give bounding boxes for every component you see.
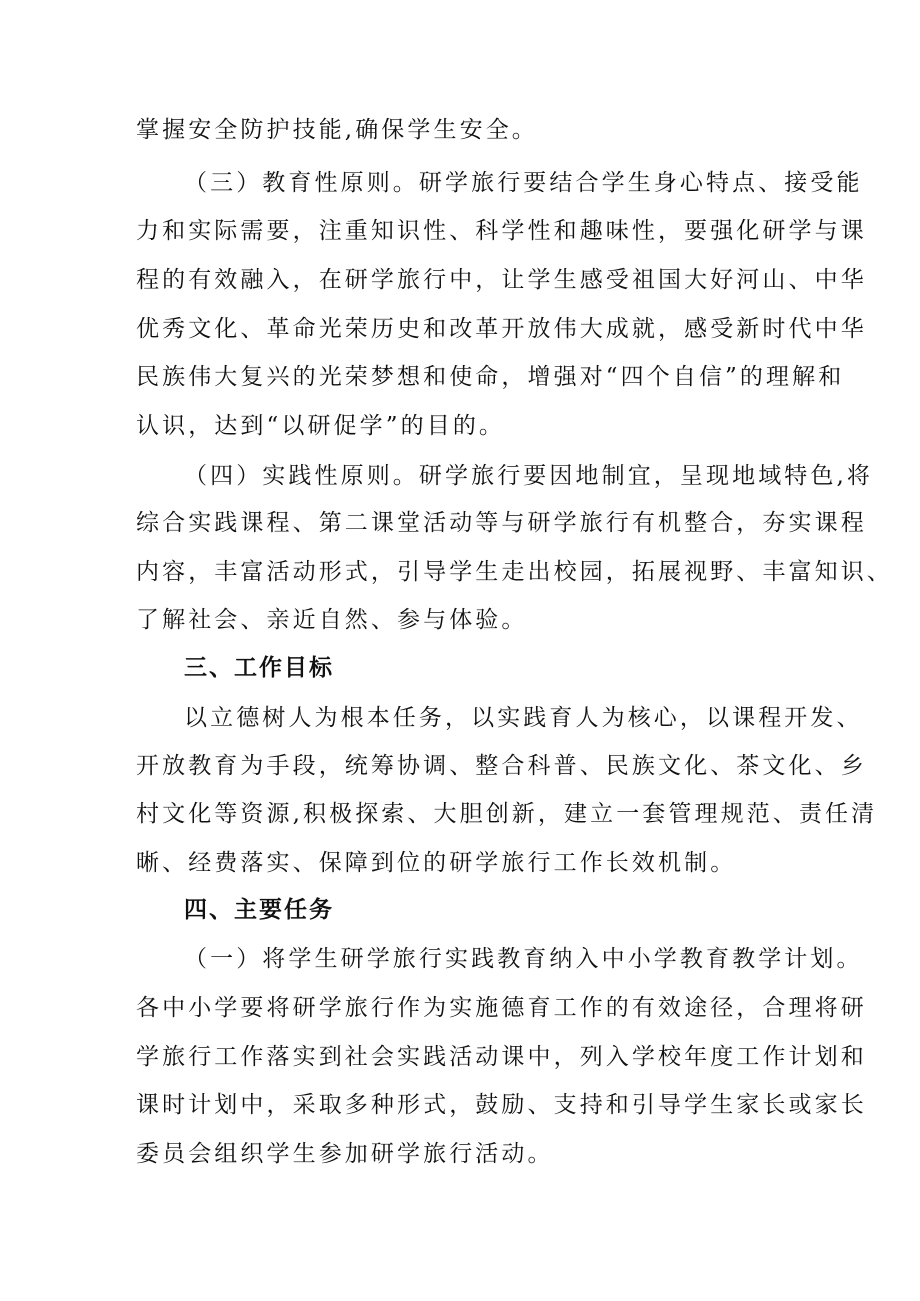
paragraph-line: 开放教育为手段，统筹协调、整合科普、民族文化、茶文化、乡 bbox=[136, 753, 867, 779]
paragraph-line: （一）将学生研学旅行实践教育纳入中小学教育教学计划。 bbox=[184, 946, 863, 972]
paragraph-line: （三）教育性原则。研学旅行要结合学生身心特点、接受能 bbox=[184, 170, 863, 196]
paragraph-line: 力和实际需要，注重知识性、科学性和趣味性，要强化研学与课 bbox=[136, 218, 867, 244]
paragraph-line: （四）实践性原则。研学旅行要因地制宜，呈现地域特色,将 bbox=[184, 463, 874, 489]
paragraph-line: 程的有效融入，在研学旅行中，让学生感受祖国大好河山、中华 bbox=[136, 267, 867, 293]
paragraph-line: 了解社会、亲近自然、参与体验。 bbox=[136, 607, 528, 633]
paragraph-line: 课时计划中，采取多种形式，鼓励、支持和引导学生家长或家长 bbox=[136, 1092, 867, 1118]
paragraph-line: 优秀文化、革命光荣历史和改革开放伟大成就，感受新时代中华 bbox=[136, 316, 867, 342]
paragraph-line: 学旅行工作落实到社会实践活动课中，列入学校年度工作计划和 bbox=[136, 1044, 867, 1070]
section-heading: 三、工作目标 bbox=[184, 655, 334, 681]
paragraph-line: 村文化等资源,积极探索、大胆创新，建立一套管理规范、责任清 bbox=[136, 801, 878, 827]
paragraph-line: 各中小学要将研学旅行作为实施德育工作的有效途径，合理将研 bbox=[136, 995, 867, 1021]
paragraph-line: 委员会组织学生参加研学旅行活动。 bbox=[136, 1141, 554, 1167]
section-heading: 四、主要任务 bbox=[184, 897, 334, 923]
paragraph-line: 晰、经费落实、保障到位的研学旅行工作长效机制。 bbox=[136, 850, 737, 876]
paragraph-line: 民族伟大复兴的光荣梦想和使命，增强对“四个自信”的理解和 bbox=[136, 364, 845, 390]
paragraph-line: 综合实践课程、第二课堂活动等与研学旅行有机整合，夯实课程 bbox=[136, 510, 867, 536]
paragraph-line: 以立德树人为根本任务，以实践育人为核心，以课程开发、 bbox=[184, 705, 863, 731]
paragraph-line: 内容，丰富活动形式，引导学生走出校园，拓展视野、丰富知识、 bbox=[136, 559, 893, 585]
paragraph-line: 掌握安全防护技能,确保学生安全。 bbox=[136, 117, 538, 143]
paragraph-line: 认识，达到“以研促学”的目的。 bbox=[136, 413, 506, 439]
